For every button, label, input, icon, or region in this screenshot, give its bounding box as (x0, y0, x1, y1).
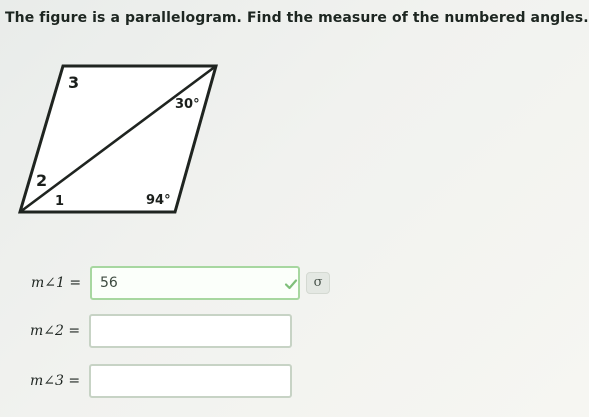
angle-1-label: 1 (55, 194, 65, 209)
angle-1-answer-input[interactable] (90, 266, 300, 300)
answer-row-angle-3 (0, 364, 300, 402)
angle-94-label: 94° (146, 193, 171, 208)
angle-1-answer-label: m∠1 = (31, 275, 82, 291)
angle-3-answer-label: m∠3 = (30, 373, 81, 389)
angle-3-label: 3 (68, 73, 80, 92)
check-icon (283, 276, 299, 292)
question-text: The figure is a parallelogram. Find the measure of the numbered angles. (5, 10, 589, 26)
angle-30-label: 30° (175, 97, 200, 112)
answer-row-angle-2 (0, 314, 300, 352)
answer-row-angle-1 (0, 266, 340, 304)
angle-2-label: 2 (36, 171, 48, 190)
angle-2-answer-input[interactable] (89, 314, 292, 348)
angle-3-answer-input[interactable] (89, 364, 292, 398)
sigma-button[interactable]: σ (306, 272, 330, 294)
angle-2-answer-label: m∠2 = (30, 323, 81, 339)
